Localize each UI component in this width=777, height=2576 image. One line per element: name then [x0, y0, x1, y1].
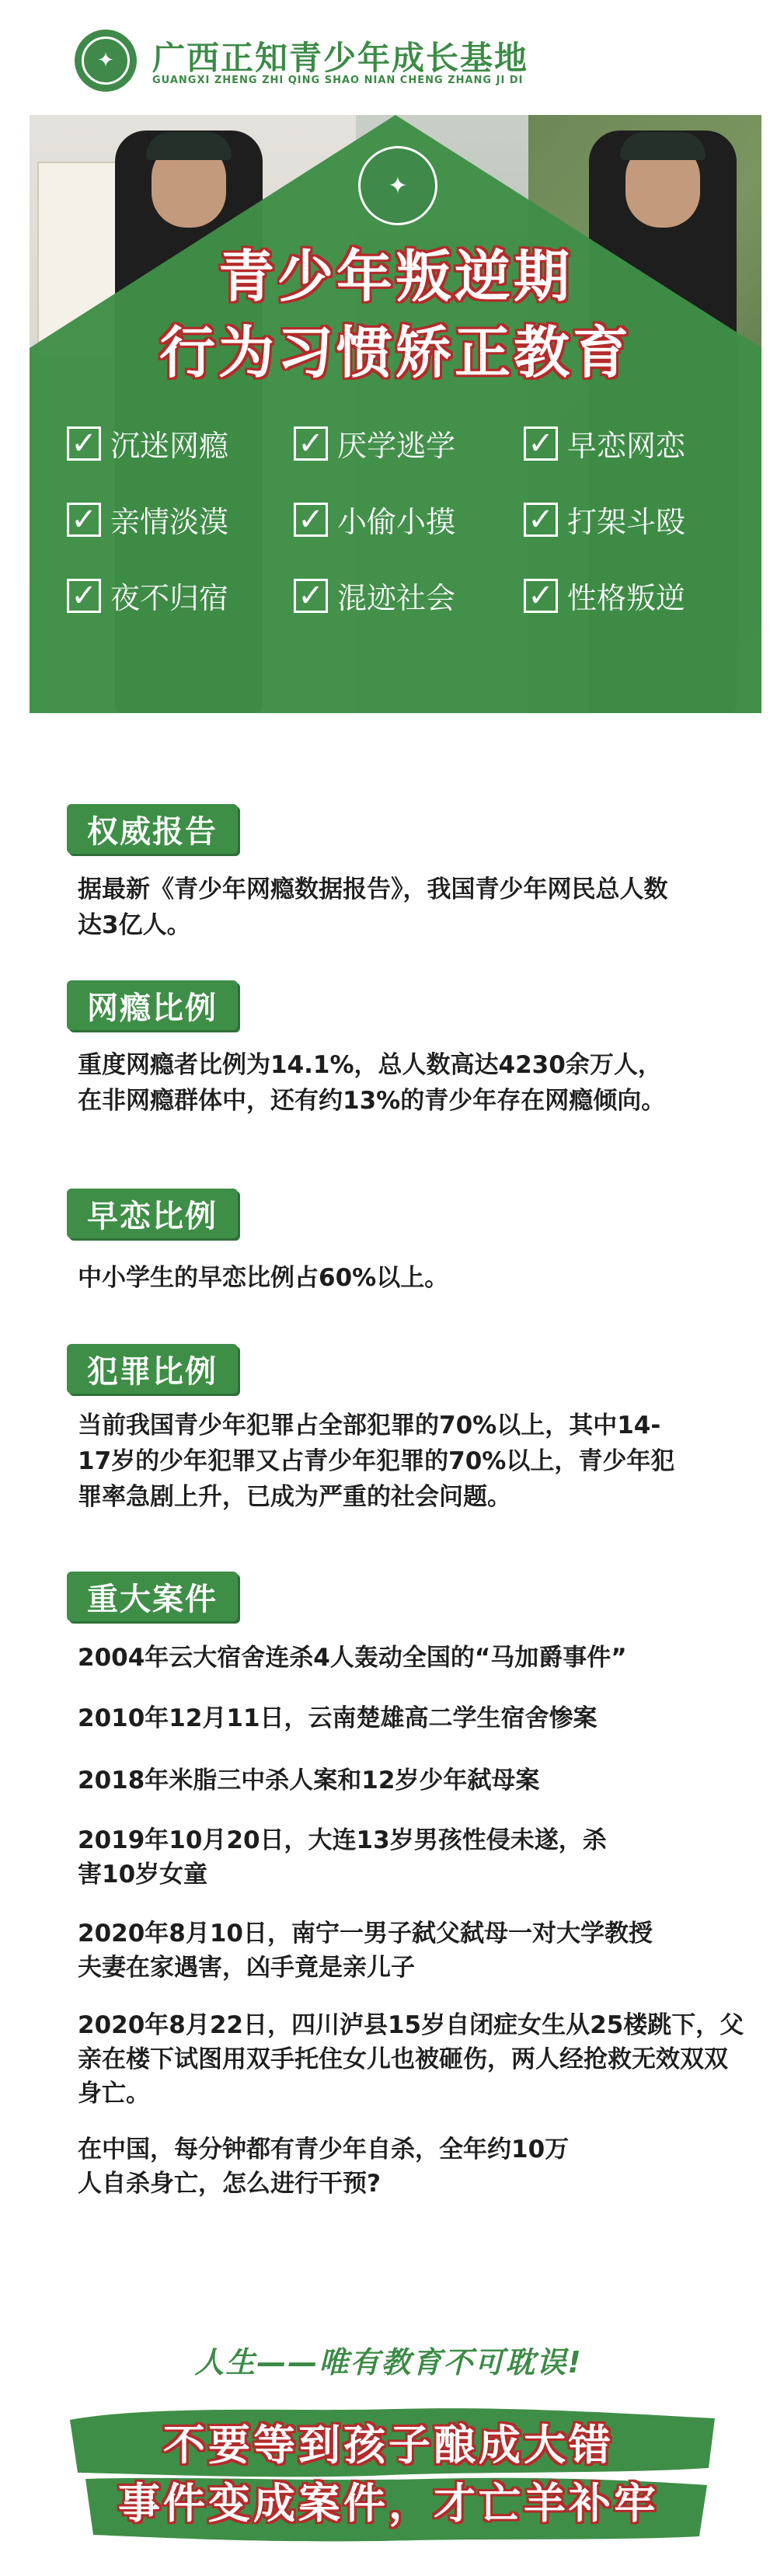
- section-text-crime-ratio: 当前我国青少年犯罪占全部犯罪的70%以上，其中14-17岁的少年犯罪又占青少年犯罪的70%以上，青少年犯罪率急剧上升，已成为严重的社会问题。: [78, 1412, 675, 1511]
- case-item: 在中国，每分钟都有青少年自杀，全年约10万人自杀身亡，怎么进行干预?: [78, 2136, 570, 2198]
- checklist-item: [524, 574, 685, 617]
- checkbox-icon: ✓: [294, 503, 328, 537]
- checklist-item: [67, 574, 228, 617]
- hero-title-line1: 青少年叛逆期: [218, 244, 573, 309]
- case-item: 2019年10月20日，大连13岁男孩性侵未遂，杀害10岁女童: [78, 1826, 607, 1888]
- checklist-label: 沉迷网瘾: [110, 429, 229, 463]
- brand-name: 广西正知青少年成长基地: [152, 39, 529, 77]
- header: [0, 0, 777, 115]
- section-tag-major-cases: 重大案件: [67, 1572, 238, 1621]
- checklist-item: [294, 574, 455, 617]
- checklist-item: [524, 498, 685, 541]
- hero-banner: [30, 115, 761, 713]
- school-emblem-icon: ✦: [75, 30, 137, 92]
- checkbox-icon: ✓: [294, 579, 328, 613]
- checklist-label: 亲情淡漠: [110, 505, 229, 539]
- checkbox-icon: ✓: [294, 426, 328, 461]
- checklist-label: 混迹社会: [337, 581, 456, 615]
- emblem-icon: ✦: [358, 146, 437, 225]
- section-text-early-love: 中小学生的早恋比例占60%以上。: [78, 1264, 449, 1292]
- checkbox-icon: ✓: [524, 503, 558, 537]
- checkbox-icon: ✓: [67, 426, 101, 461]
- case-item: 2010年12月11日，云南楚雄高二学生宿舍惨案: [78, 1704, 598, 1732]
- checklist-item: [67, 422, 228, 465]
- checklist-item: [67, 498, 228, 541]
- checkbox-icon: ✓: [67, 579, 101, 613]
- case-item: 2018年米脂三中杀人案和12岁少年弑母案: [78, 1767, 540, 1794]
- section-text-authority-report: 据最新《青少年网瘾数据报告》，我国青少年网民总人数达3亿人。: [78, 875, 668, 939]
- section-tag-early-love: 早恋比例: [67, 1189, 238, 1238]
- footer-slogan: 人生——唯有教育不可耽误!: [194, 2345, 583, 2379]
- case-item: 2004年云大宿舍连杀4人轰动全国的“马加爵事件”: [78, 1644, 627, 1672]
- checkbox-icon: ✓: [67, 503, 101, 537]
- checklist-label: 小偷小摸: [337, 505, 456, 539]
- checklist-label: 性格叛逆: [567, 581, 686, 615]
- checklist-label: 早恋网恋: [567, 429, 686, 463]
- section-text-internet-addiction: 重度网瘾者比例为14.1%，总人数高达4230余万人，在非网瘾群体中，还有约13%的青少年存在网瘾倾向。: [78, 1051, 666, 1115]
- checklist-item: [524, 422, 685, 465]
- checklist-label: 打架斗殴: [567, 505, 686, 539]
- case-item: 2020年8月10日，南宁一男子弑父弑母一对大学教授夫妻在家遇害，凶手竟是亲儿子: [78, 1920, 653, 1982]
- footer-final-line1: 不要等到孩子酿成大错: [163, 2421, 614, 2470]
- checklist-item: [294, 498, 455, 541]
- section-tag-authority-report: 权威报告: [67, 804, 238, 854]
- checkbox-icon: ✓: [524, 426, 558, 461]
- hero-title-line2: 行为习惯矫正教育: [159, 320, 632, 385]
- footer-final-line2: 事件变成案件，才亡羊补牢: [118, 2479, 659, 2528]
- section-tag-internet-addiction: 网瘾比例: [67, 980, 238, 1030]
- checklist-item: [294, 422, 455, 465]
- checklist-label: 厌学逃学: [337, 429, 456, 463]
- checklist-label: 夜不归宿: [110, 581, 229, 615]
- section-tag-crime-ratio: 犯罪比例: [67, 1344, 238, 1394]
- checkbox-icon: ✓: [524, 579, 558, 613]
- case-item: 2020年8月22日，四川泸县15岁自闭症女生从25楼跳下，父亲在楼下试图用双手托住女儿也被砸伤，两人经抢救无效双双身亡。: [78, 2011, 744, 2108]
- brand-pinyin: GUANGXI ZHENG ZHI QING SHAO NIAN CHENG ZHANG JI DI: [152, 75, 524, 86]
